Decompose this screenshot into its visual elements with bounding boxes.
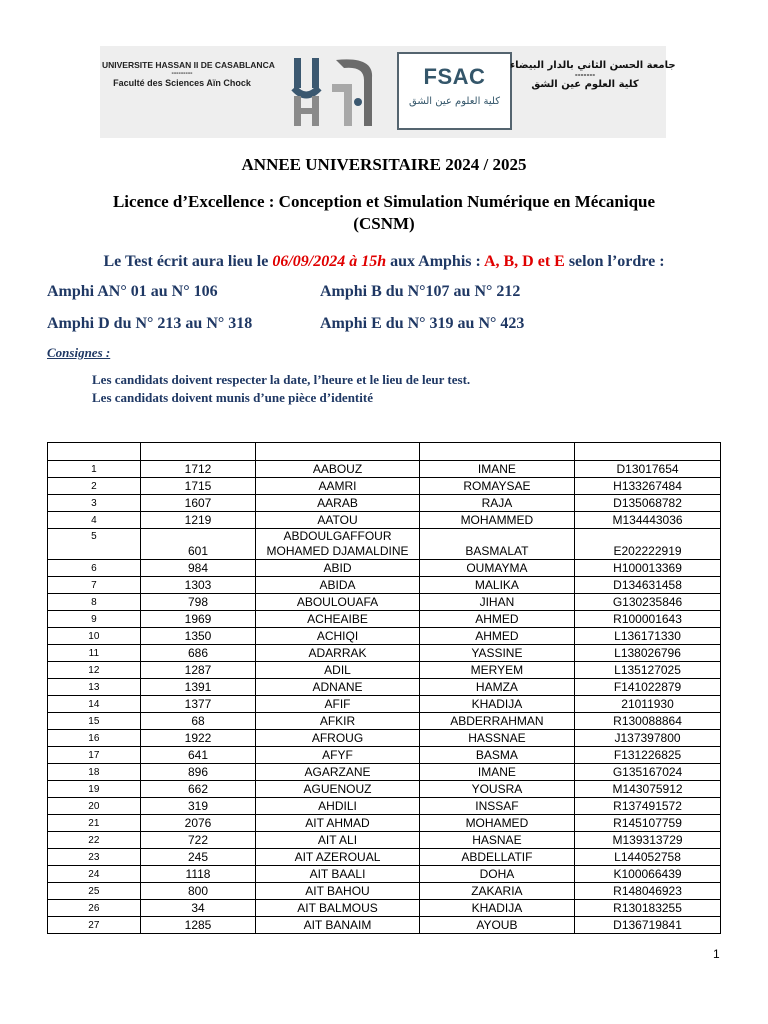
first-name-cell: AHMED [419, 611, 574, 628]
row-number-cell: 14 [48, 696, 141, 713]
first-name-cell: MOHAMMED [419, 512, 574, 529]
row-number-cell: 22 [48, 832, 141, 849]
table-row [48, 512, 721, 529]
table-row [48, 679, 721, 696]
row-number-cell: 9 [48, 611, 141, 628]
row-number-cell: 16 [48, 730, 141, 747]
last-name-cell: ACHIQI [256, 628, 420, 645]
first-name-cell: YOUSRA [419, 781, 574, 798]
instruction-item: Les candidats doivent munis d’une pièce d’identité [92, 390, 373, 405]
first-name-cell: MERYEM [419, 662, 574, 679]
last-name-cell: AIT AHMAD [256, 815, 420, 832]
row-number-cell: 20 [48, 798, 141, 815]
row-number-cell: 5 [48, 529, 141, 560]
amphi-assignment-d: Amphi D du N° 213 au N° 318 [47, 315, 253, 332]
university-name-arabic: جامعة الحسن الثاني بالدار البيضاء [510, 60, 676, 71]
candidate-id-cell: 1219 [140, 512, 256, 529]
first-name-cell: HASNAE [419, 832, 574, 849]
candidate-id-cell: 1391 [140, 679, 256, 696]
table-header-cell [575, 443, 721, 461]
table-row [48, 849, 721, 866]
row-number-cell: 8 [48, 594, 141, 611]
university-header-right [510, 60, 676, 90]
first-name-cell: ABDERRAHMAN [419, 713, 574, 730]
row-number-cell: 17 [48, 747, 141, 764]
cin-cell: H100013369 [575, 560, 721, 577]
exam-announcement [0, 253, 768, 271]
table-row [48, 883, 721, 900]
candidate-id-cell: 686 [140, 645, 256, 662]
first-name-cell: AHMED [419, 628, 574, 645]
candidate-id-cell: 662 [140, 781, 256, 798]
program-title-line2: (CSNM) [353, 214, 415, 233]
last-name-cell: AIT BAHOU [256, 883, 420, 900]
table-row [48, 696, 721, 713]
candidate-id-cell: 1287 [140, 662, 256, 679]
candidate-id-cell: 984 [140, 560, 256, 577]
table-row [48, 577, 721, 594]
candidate-id-cell: 800 [140, 883, 256, 900]
table-row [48, 798, 721, 815]
amphi-assignment-e: Amphi E du N° 319 au N° 423 [320, 315, 525, 332]
first-name-cell: HASSNAE [419, 730, 574, 747]
last-name-cell: AIT BANAIM [256, 917, 420, 934]
last-name-cell: AATOU [256, 512, 420, 529]
cin-cell: R130088864 [575, 713, 721, 730]
row-number-cell: 3 [48, 495, 141, 512]
table-row [48, 478, 721, 495]
exam-amphis: A, B, D et E [483, 253, 565, 270]
cin-cell: D13017654 [575, 461, 721, 478]
table-row [48, 560, 721, 577]
cin-cell: J137397800 [575, 730, 721, 747]
first-name-cell: IMANE [419, 461, 574, 478]
last-name-cell: AFIF [256, 696, 420, 713]
table-header-cell [256, 443, 420, 461]
candidate-id-cell: 2076 [140, 815, 256, 832]
first-name-cell: MOHAMED [419, 815, 574, 832]
last-name-cell: ABDOULGAFFOUR MOHAMED DJAMALDINE [256, 529, 420, 560]
candidate-id-cell: 1350 [140, 628, 256, 645]
last-name-cell: AABOUZ [256, 461, 420, 478]
row-number-cell: 25 [48, 883, 141, 900]
announcement-prefix: Le Test écrit aura lieu le [103, 253, 273, 270]
last-name-cell: AIT BAALI [256, 866, 420, 883]
table-row [48, 781, 721, 798]
academic-year-title: ANNEE UNIVERSITAIRE 2024 / 2025 [241, 155, 527, 174]
cin-cell: R145107759 [575, 815, 721, 832]
candidate-id-cell: 319 [140, 798, 256, 815]
cin-cell: G135167024 [575, 764, 721, 781]
last-name-cell: AFROUG [256, 730, 420, 747]
last-name-cell: AGARZANE [256, 764, 420, 781]
candidate-id-cell: 1377 [140, 696, 256, 713]
candidate-id-cell: 1285 [140, 917, 256, 934]
row-number-cell: 19 [48, 781, 141, 798]
candidate-id-cell: 798 [140, 594, 256, 611]
candidate-id-cell: 1118 [140, 866, 256, 883]
faculty-name-arabic: كلية العلوم عين الشق [531, 79, 639, 90]
table-row [48, 815, 721, 832]
cin-cell: L135127025 [575, 662, 721, 679]
cin-cell: G130235846 [575, 594, 721, 611]
cin-cell: K100066439 [575, 866, 721, 883]
row-number-cell: 11 [48, 645, 141, 662]
cin-cell: L136171330 [575, 628, 721, 645]
last-name-cell: AGUENOUZ [256, 781, 420, 798]
first-name-cell: YASSINE [419, 645, 574, 662]
table-row [48, 900, 721, 917]
candidate-id-cell: 601 [140, 529, 256, 560]
first-name-cell: HAMZA [419, 679, 574, 696]
first-name-cell: JIHAN [419, 594, 574, 611]
cin-cell: R148046923 [575, 883, 721, 900]
exam-datetime: 06/09/2024 à 15h [272, 253, 387, 270]
fsac-logo [397, 52, 512, 130]
cin-cell: 21011930 [575, 696, 721, 713]
university-name: UNIVERSITE HASSAN II DE CASABLANCA [102, 60, 275, 70]
last-name-cell: ABIDA [256, 577, 420, 594]
header-separator-right: ------- [574, 71, 596, 79]
cin-cell: D136719841 [575, 917, 721, 934]
table-row [48, 611, 721, 628]
row-number-cell: 10 [48, 628, 141, 645]
last-name-cell: AIT BALMOUS [256, 900, 420, 917]
row-number-cell: 18 [48, 764, 141, 781]
last-name-cell: AHDILI [256, 798, 420, 815]
last-name-cell: AFKIR [256, 713, 420, 730]
cin-cell: R137491572 [575, 798, 721, 815]
cin-cell: L144052758 [575, 849, 721, 866]
table-row [48, 645, 721, 662]
row-number-cell: 4 [48, 512, 141, 529]
faculty-name: Faculté des Sciences Aïn Chock [113, 78, 251, 88]
instruction-item: Les candidats doivent respecter la date, l’heure et le lieu de leur test. [92, 372, 471, 387]
row-number-cell: 12 [48, 662, 141, 679]
candidate-id-cell: 1303 [140, 577, 256, 594]
last-name-cell: AIT ALI [256, 832, 420, 849]
cin-cell: M143075912 [575, 781, 721, 798]
cin-cell: M139313729 [575, 832, 721, 849]
first-name-cell: KHADIJA [419, 900, 574, 917]
candidate-id-cell: 1712 [140, 461, 256, 478]
last-name-cell: ADARRAK [256, 645, 420, 662]
university-header-left [102, 60, 275, 88]
last-name-cell: ABID [256, 560, 420, 577]
last-name-cell: AARAB [256, 495, 420, 512]
candidate-id-cell: 1715 [140, 478, 256, 495]
row-number-cell: 2 [48, 478, 141, 495]
table-row [48, 662, 721, 679]
candidate-id-cell: 722 [140, 832, 256, 849]
table-row [48, 529, 721, 560]
cin-cell: R100001643 [575, 611, 721, 628]
cin-cell: E202222919 [575, 529, 721, 560]
table-row [48, 594, 721, 611]
candidate-id-cell: 896 [140, 764, 256, 781]
row-number-cell: 24 [48, 866, 141, 883]
last-name-cell: ABOULOUAFA [256, 594, 420, 611]
table-row [48, 917, 721, 934]
last-name-cell: AAMRI [256, 478, 420, 495]
first-name-cell: ROMAYSAE [419, 478, 574, 495]
last-name-cell: AFYF [256, 747, 420, 764]
first-name-cell: OUMAYMA [419, 560, 574, 577]
first-name-cell: BASMA [419, 747, 574, 764]
row-number-cell: 21 [48, 815, 141, 832]
first-name-cell: KHADIJA [419, 696, 574, 713]
row-number-cell: 27 [48, 917, 141, 934]
candidates-table-body [48, 443, 721, 934]
amphi-assignment-a: Amphi AN° 01 au N° 106 [47, 283, 218, 300]
row-number-cell: 26 [48, 900, 141, 917]
first-name-cell: DOHA [419, 866, 574, 883]
last-name-cell: AIT AZEROUAL [256, 849, 420, 866]
cin-cell: M134443036 [575, 512, 721, 529]
candidate-id-cell: 641 [140, 747, 256, 764]
candidate-id-cell: 68 [140, 713, 256, 730]
announcement-middle: aux Amphis : [386, 253, 484, 270]
university-logo [286, 52, 386, 132]
table-header-cell [419, 443, 574, 461]
table-row [48, 866, 721, 883]
table-row [48, 461, 721, 478]
last-name-cell: ACHEAIBE [256, 611, 420, 628]
amphi-assignment-b: Amphi B du N°107 au N° 212 [320, 283, 521, 300]
table-row [48, 495, 721, 512]
first-name-cell: AYOUB [419, 917, 574, 934]
header-separator: --------- [171, 70, 193, 77]
first-name-cell: ABDELLATIF [419, 849, 574, 866]
fsac-logo-text: FSAC [423, 64, 486, 89]
last-name-cell: ADIL [256, 662, 420, 679]
cin-cell: F131226825 [575, 747, 721, 764]
row-number-cell: 13 [48, 679, 141, 696]
table-header-cell [140, 443, 256, 461]
first-name-cell: BASMALAT [419, 529, 574, 560]
row-number-cell: 15 [48, 713, 141, 730]
candidate-id-cell: 34 [140, 900, 256, 917]
table-row [48, 764, 721, 781]
letterhead [100, 46, 676, 138]
cin-cell: F141022879 [575, 679, 721, 696]
instructions-heading: Consignes : [47, 345, 111, 360]
table-row [48, 730, 721, 747]
row-number-cell: 1 [48, 461, 141, 478]
cin-cell: H133267484 [575, 478, 721, 495]
candidate-id-cell: 1969 [140, 611, 256, 628]
cin-cell: L138026796 [575, 645, 721, 662]
first-name-cell: RAJA [419, 495, 574, 512]
program-title [0, 191, 768, 235]
candidate-id-cell: 1607 [140, 495, 256, 512]
first-name-cell: IMANE [419, 764, 574, 781]
candidate-id-cell: 245 [140, 849, 256, 866]
table-row [48, 832, 721, 849]
table-row [48, 713, 721, 730]
candidates-table [47, 442, 721, 934]
table-header-row [48, 443, 721, 461]
cin-cell: D134631458 [575, 577, 721, 594]
cin-cell: R130183255 [575, 900, 721, 917]
announcement-suffix: selon l’ordre : [564, 253, 665, 270]
row-number-cell: 7 [48, 577, 141, 594]
last-name-cell: ADNANE [256, 679, 420, 696]
page-number: 1 [713, 947, 720, 961]
program-title-line1: Licence d’Excellence : Conception et Simulation Numérique en Mécanique [112, 192, 656, 211]
table-row [48, 747, 721, 764]
candidate-id-cell: 1922 [140, 730, 256, 747]
fsac-logo-arabic: كلية العلوم عين الشق [409, 96, 500, 107]
first-name-cell: INSSAF [419, 798, 574, 815]
row-number-cell: 23 [48, 849, 141, 866]
table-header-cell [48, 443, 141, 461]
cin-cell: D135068782 [575, 495, 721, 512]
row-number-cell: 6 [48, 560, 141, 577]
first-name-cell: ZAKARIA [419, 883, 574, 900]
table-row [48, 628, 721, 645]
first-name-cell: MALIKA [419, 577, 574, 594]
